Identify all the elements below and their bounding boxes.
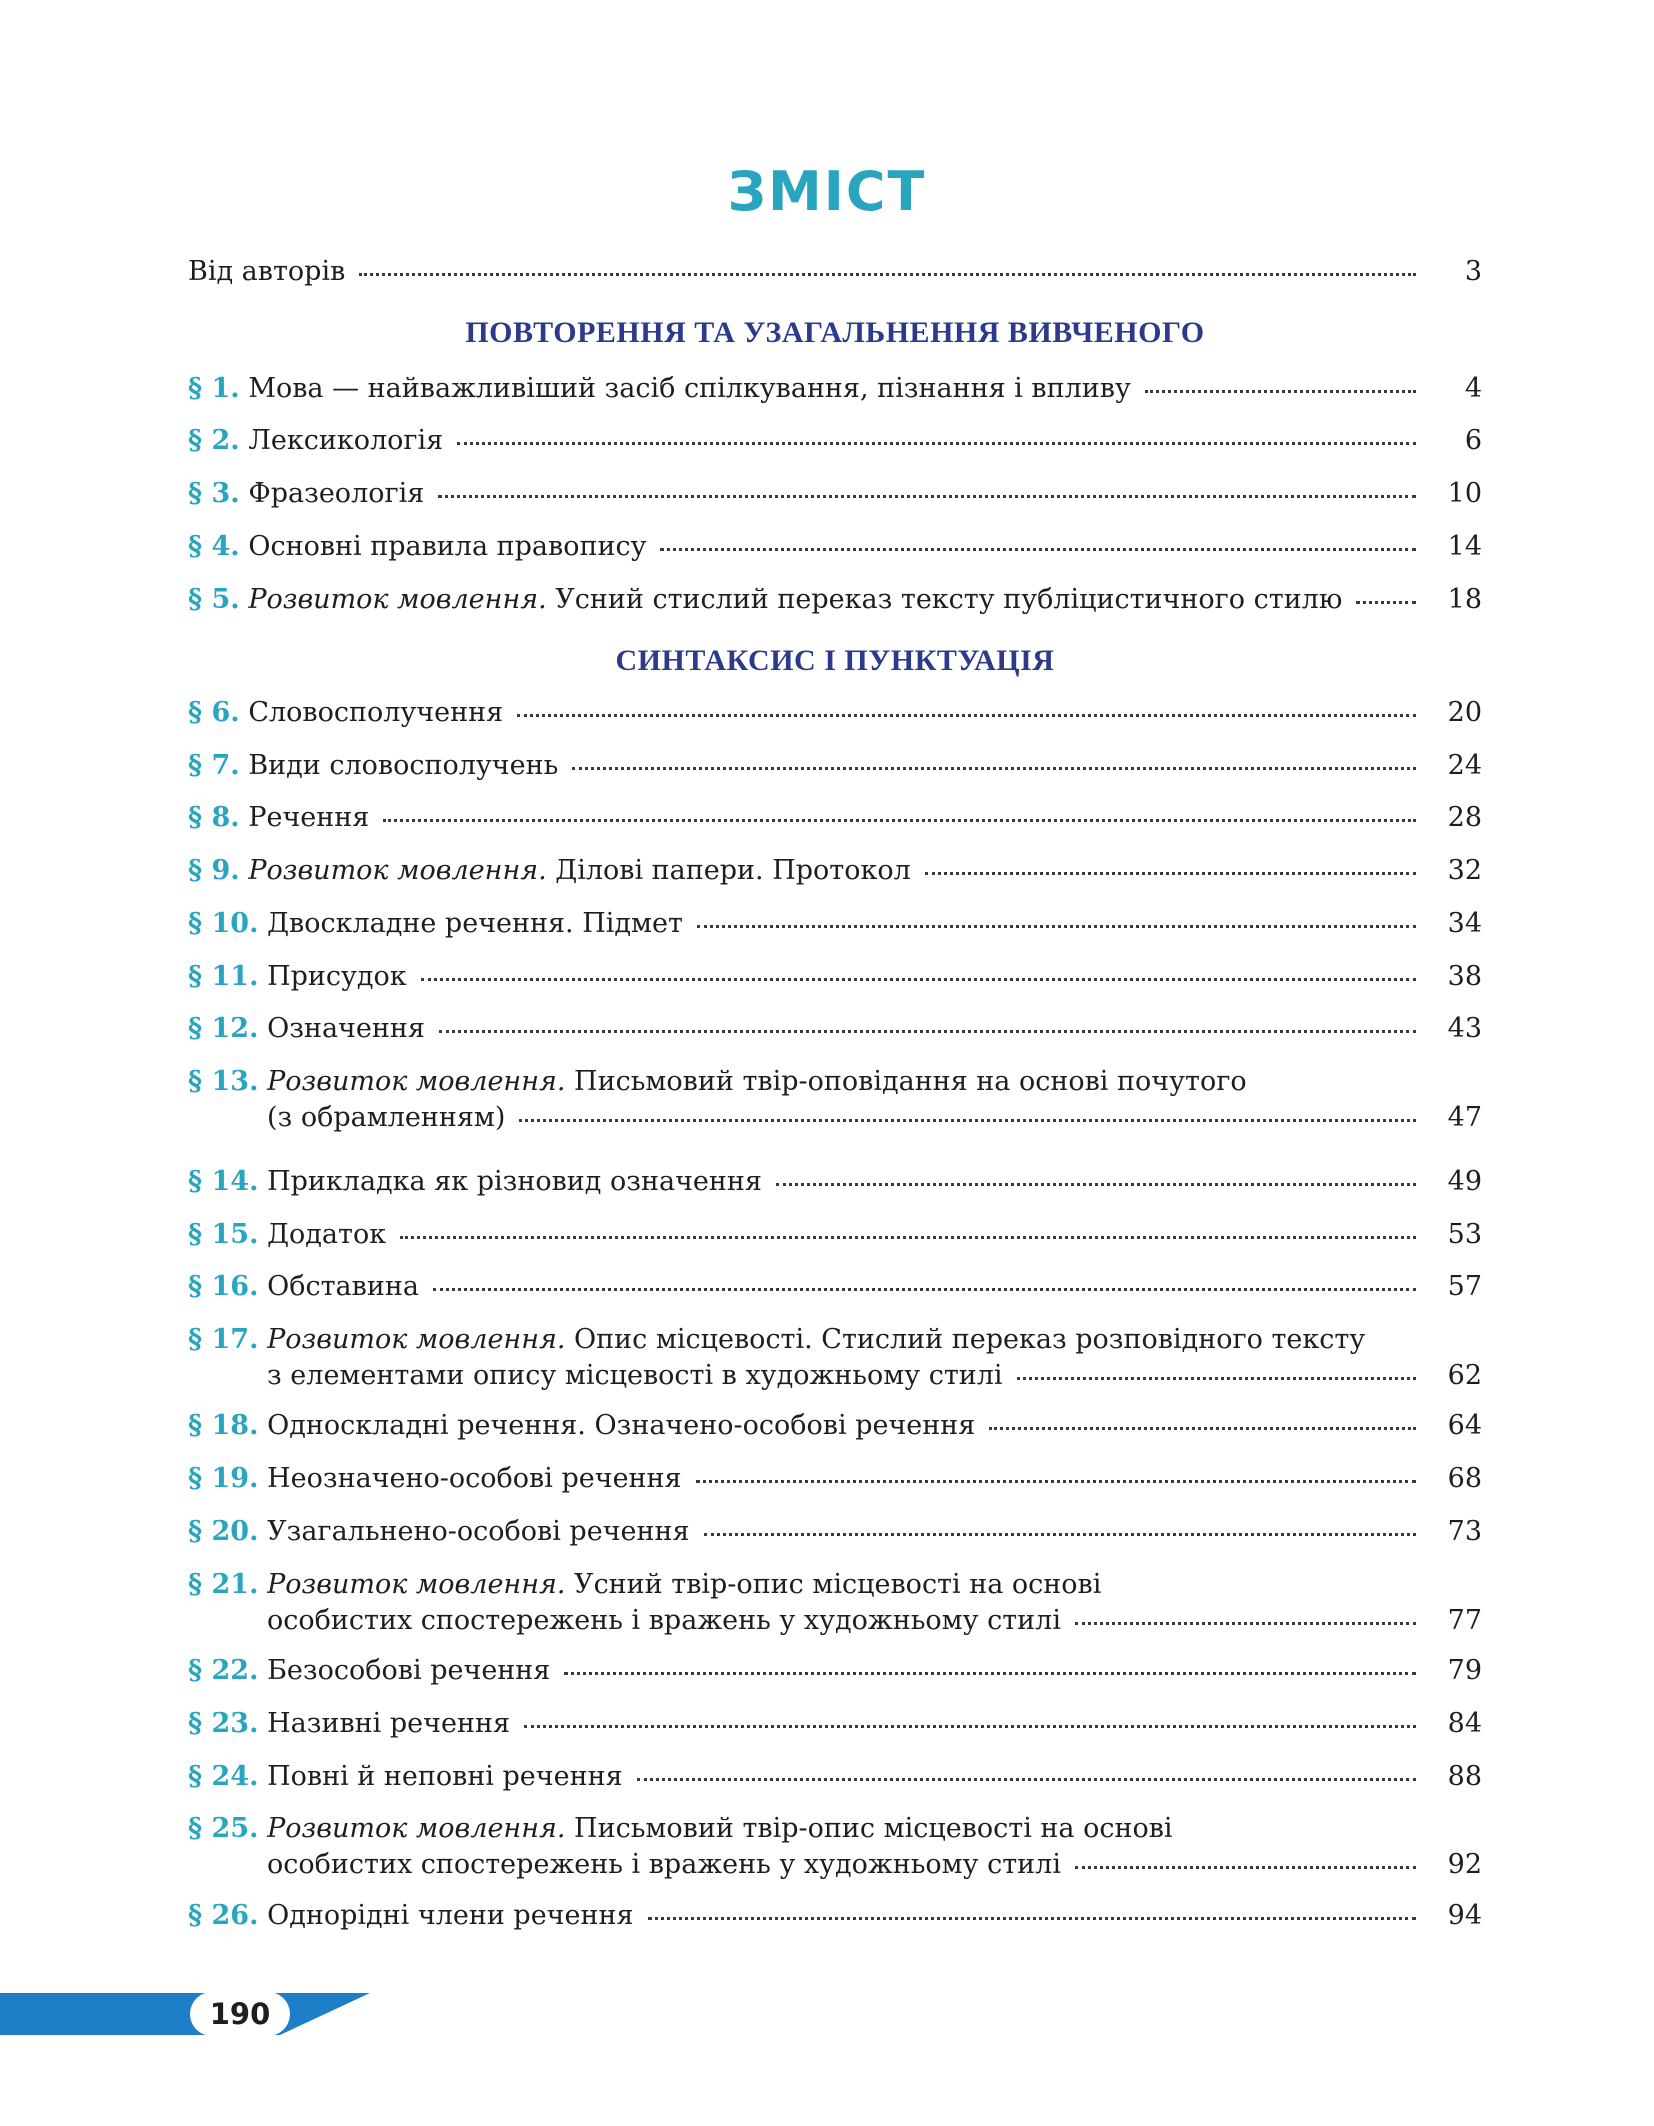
toc-row-intro[interactable] [188,258,1482,285]
dot-leader [1075,1866,1416,1869]
toc-row-text: Неозначено-особові речення [267,1463,682,1494]
dot-leader [1075,1622,1416,1625]
dot-leader [564,1672,1416,1675]
toc-row-label-italic: Розвиток мовлення. [267,1066,566,1097]
toc-row-text: Мова — найважливіший засіб спілкування, пізнання і впливу [248,373,1131,404]
toc-row-page: 14 [1447,531,1482,562]
toc-row-text: Опис місцевості. Стислий переказ розповідного тексту [565,1324,1366,1355]
page-number: 190 [190,1992,290,2036]
dot-leader [519,1119,1416,1122]
toc-row-continuation: з елементами опису місцевості в художньому стилі [267,1360,1003,1391]
toc-row-text: Означення [267,1013,425,1044]
toc-row-text: Від авторів [188,256,346,287]
toc-row-continuation: (з обрамленням) [267,1102,506,1133]
dot-leader [989,1427,1416,1430]
toc-row[interactable] [188,1015,1482,1042]
toc-row-first-line[interactable] [188,1068,1482,1095]
toc-row-first-line[interactable] [188,1571,1482,1598]
toc-row-page: 10 [1447,478,1482,509]
section-number: § 1. [188,373,240,404]
toc-row[interactable] [188,963,1482,990]
dot-leader [925,872,1416,875]
section-number: § 17. [188,1324,259,1355]
dot-leader [359,273,1416,276]
section-number: § 8. [188,802,240,833]
toc-row-text: Прикладка як різновид означення [267,1166,762,1197]
section-number: § 14. [188,1166,259,1197]
toc-row-page: 4 [1464,373,1482,404]
toc-row-page: 3 [1464,256,1482,287]
section-number: § 9. [188,855,240,886]
footer-arrow [280,1993,370,2035]
section-number: § 25. [188,1813,259,1844]
dot-leader [776,1183,1416,1186]
toc-row[interactable] [188,1851,1482,1878]
toc-row[interactable] [188,1412,1482,1439]
section-number: § 2. [188,425,240,456]
toc-row[interactable] [188,1657,1482,1684]
toc-row-page: 43 [1447,1013,1482,1044]
toc-row-page: 92 [1447,1849,1482,1880]
toc-row-page: 68 [1447,1463,1482,1494]
dot-leader [400,1236,1416,1239]
dot-leader [697,925,1416,928]
dot-leader [696,1480,1416,1483]
section-number: § 26. [188,1900,259,1931]
section-number: § 10. [188,908,259,939]
toc-row-text: Однорідні члени речення [267,1900,634,1931]
section-number: § 20. [188,1516,259,1547]
page-title: ЗМІСТ [727,160,927,223]
toc-row[interactable] [188,910,1482,937]
toc-row-page: 94 [1447,1900,1482,1931]
toc-row[interactable] [188,1362,1482,1389]
toc-row-text: Словосполучення [248,697,504,728]
toc-row-text: Узагальнено-особові речення [267,1516,690,1547]
section-number: § 6. [188,697,240,728]
toc-row-text: Ділові папери. Протокол [546,855,911,886]
section-number: § 4. [188,531,240,562]
dot-leader [1017,1377,1416,1380]
dot-leader [421,978,1416,981]
toc-row[interactable] [188,857,1482,884]
dot-leader [1145,390,1416,393]
section-number: § 11. [188,961,259,992]
toc-row-text: Двоскладне речення. Підмет [267,908,683,939]
toc-row-page: 28 [1447,802,1482,833]
dot-leader [439,1030,1416,1033]
section-number: § 16. [188,1271,259,1302]
toc-row-text: Речення [248,802,370,833]
toc-row[interactable] [188,1168,1482,1195]
toc-row-text: Називні речення [267,1708,510,1739]
toc-row-label-italic: Розвиток мовлення. [267,1569,566,1600]
toc-row-text: Види словосполучень [248,750,559,781]
toc-row-text: Усний твір-опис місцевості на основі [565,1569,1102,1600]
toc-row-page: 47 [1447,1102,1482,1133]
section-heading: СИНТАКСИС І ПУНКТУАЦІЯ [615,644,1055,677]
toc-row-page: 77 [1447,1605,1482,1636]
toc-row-first-line[interactable] [188,1815,1482,1842]
toc-row-page: 88 [1447,1761,1482,1792]
toc-row[interactable] [188,752,1482,779]
toc-row-page: 79 [1447,1655,1482,1686]
section-number: § 13. [188,1066,259,1097]
toc-row-text: Додаток [267,1219,387,1250]
dot-leader [457,442,1416,445]
toc-row-page: 38 [1447,961,1482,992]
section-number: § 7. [188,750,240,781]
dot-leader [572,767,1416,770]
toc-row-page: 32 [1447,855,1482,886]
toc-row-label-italic: Розвиток мовлення. [267,1813,566,1844]
toc-row[interactable] [188,1763,1482,1790]
toc-row[interactable] [188,375,1482,402]
toc-row[interactable] [188,533,1482,560]
toc-row-page: 73 [1447,1516,1482,1547]
toc-row[interactable] [188,1104,1482,1131]
toc-row-first-line[interactable] [188,1326,1482,1353]
toc-row-page: 49 [1447,1166,1482,1197]
dot-leader [660,548,1416,551]
toc-row-text: Фразеологія [248,478,425,509]
toc-row-text: Безособові речення [267,1655,551,1686]
dot-leader [648,1917,1416,1920]
toc-row[interactable] [188,1607,1482,1634]
toc-row-page: 20 [1447,697,1482,728]
toc-row[interactable] [188,586,1482,613]
toc-row-page: 18 [1447,584,1482,615]
toc-row-text: Усний стислий переказ тексту публіцистичного стилю [546,584,1343,615]
toc-row[interactable] [188,1465,1482,1492]
dot-leader [704,1533,1416,1536]
dot-leader [438,495,1416,498]
section-number: § 12. [188,1013,259,1044]
toc-row-page: 57 [1447,1271,1482,1302]
dot-leader [517,714,1416,717]
toc-row-text: Письмовий твір-оповідання на основі почутого [565,1066,1247,1097]
toc-row-page: 24 [1447,750,1482,781]
toc-row[interactable] [188,427,1482,454]
toc-row-page: 62 [1447,1360,1482,1391]
toc-row-label-italic: Розвиток мовлення. [267,1324,566,1355]
dot-leader [637,1778,1416,1781]
toc-row-continuation: особистих спостережень і вражень у художньому стилі [267,1605,1061,1636]
dot-leader [1356,601,1416,604]
toc-row-text: Односкладні речення. Означено-особові речення [267,1410,976,1441]
toc-row[interactable] [188,1221,1482,1248]
toc-row[interactable] [188,1273,1482,1300]
toc-row[interactable] [188,1902,1482,1929]
dot-leader [433,1288,1416,1291]
toc-row-label-italic: Розвиток мовлення. [248,855,547,886]
section-number: § 24. [188,1761,259,1792]
toc-row-text: Повні й неповні речення [267,1761,623,1792]
section-number: § 21. [188,1569,259,1600]
section-number: § 18. [188,1410,259,1441]
toc-row-page: 34 [1447,908,1482,939]
toc-row-page: 64 [1447,1410,1482,1441]
toc-row[interactable] [188,1710,1482,1737]
toc-row-text: Присудок [267,961,407,992]
section-number: § 23. [188,1708,259,1739]
section-number: § 22. [188,1655,259,1686]
toc-row-page: 53 [1447,1219,1482,1250]
toc-row[interactable] [188,1518,1482,1545]
section-number: § 19. [188,1463,259,1494]
toc-row[interactable] [188,804,1482,831]
toc-row[interactable] [188,699,1482,726]
toc-row[interactable] [188,480,1482,507]
section-number: § 15. [188,1219,259,1250]
toc-row-page: 6 [1464,425,1482,456]
toc-row-label-italic: Розвиток мовлення. [248,584,547,615]
section-heading: ПОВТОРЕННЯ ТА УЗАГАЛЬНЕННЯ ВИВЧЕНОГО [465,316,1205,349]
section-number: § 3. [188,478,240,509]
dot-leader [524,1725,1416,1728]
dot-leader [383,819,1416,822]
toc-row-continuation: особистих спостережень і вражень у художньому стилі [267,1849,1061,1880]
toc-row-text: Обставина [267,1271,419,1302]
toc-row-text: Лексикологія [248,425,444,456]
toc-row-text: Письмовий твір-опис місцевості на основі [565,1813,1173,1844]
toc-row-text: Основні правила правопису [248,531,647,562]
toc-row-page: 84 [1447,1708,1482,1739]
section-number: § 5. [188,584,240,615]
